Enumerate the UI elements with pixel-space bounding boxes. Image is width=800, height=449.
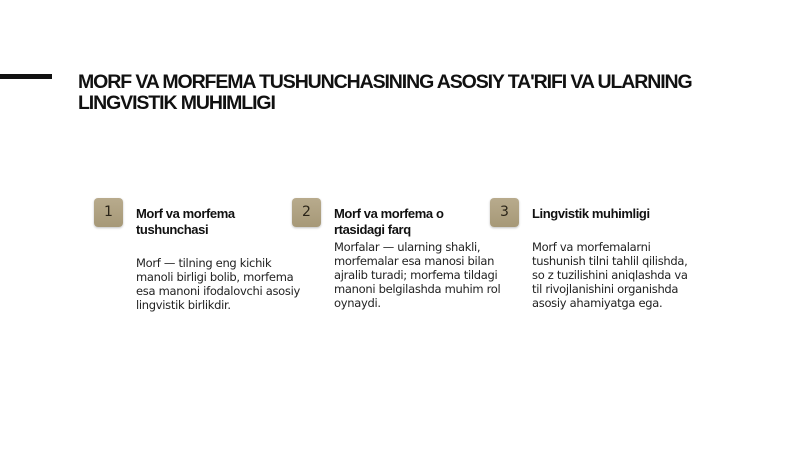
step-heading: Morf va morfema o rtasidagi farq xyxy=(334,206,444,237)
step-number-badge: 3 xyxy=(490,198,519,227)
step-heading: Lingvistik muhimligi xyxy=(532,206,650,221)
step-number-badge: 2 xyxy=(292,198,321,227)
step-number-badge: 1 xyxy=(94,198,123,227)
title-accent-bar xyxy=(0,74,52,79)
step-description: Morf — tilning eng kichik manoli birligi bolib, morfema esa manoni ifodalovchi asosiy lingvistik birlikdir. xyxy=(136,256,300,312)
step-description: Morfalar — ularning shakli, morfemalar esa manosi bilan ajralib turadi; morfema tildagi manoni belgilashda muhim rol oynaydi. xyxy=(334,240,501,310)
step-heading: Morf va morfema tushunchasi xyxy=(136,206,235,237)
step-description: Morf va morfemalarni tushunish tilni tahlil qilishda, so z tuzilishini aniqlashda va til rivojlanishini organishda asosiy ahamiyatga ega. xyxy=(532,240,688,310)
slide-title: MORF VA MORFEMA TUSHUNCHASINING ASOSIY TA'RIFI VA ULARNING LINGVISTIK MUHIMLIGI xyxy=(78,71,692,114)
